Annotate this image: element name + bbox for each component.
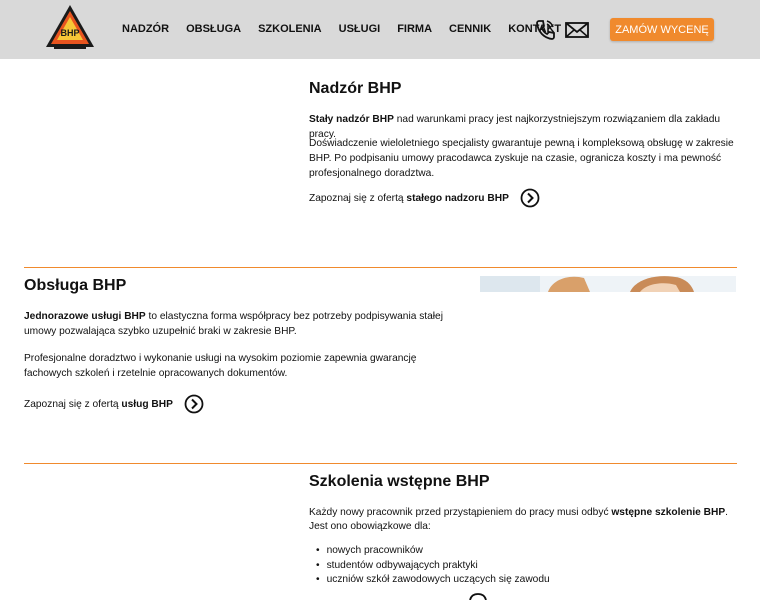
section-divider: [24, 463, 737, 464]
consultant-photo: [480, 276, 736, 292]
bhp-logo-icon[interactable]: [44, 3, 96, 50]
nav-item-nadzor[interactable]: NADZÓR: [122, 23, 170, 35]
logo-text: BHP: [60, 28, 80, 38]
mail-icon[interactable]: [565, 22, 589, 38]
obsluga-title: Obsługa BHP: [24, 277, 127, 294]
chevron-right-circle-icon[interactable]: [184, 394, 204, 414]
nadzor-offer-prefix: Zapoznaj się z ofertą: [309, 192, 404, 204]
szkolenia-intro-prefix: Każdy nowy pracownik przed przystąpieniem do pracy musi odbyć: [309, 507, 612, 518]
nadzor-intro-rest: nad warunkami pracy jest najkorzystniejszym rozwiązaniem dla zakładu pracy.: [309, 114, 721, 140]
main-nav: [122, 23, 561, 35]
nadzor-title: Nadzór BHP: [309, 80, 402, 97]
obsluga-description: Profesjonalne doradztwo i wykonanie usługi na wysokim poziomie zapewnia gwarancję fachowych szkoleń i rzetelnie opracowanych dokumentów.: [24, 353, 417, 379]
nav-item-szkolenia[interactable]: SZKOLENIA: [258, 23, 322, 35]
nadzor-description: Doświadczenie wieloletniego specjalisty gwarantuje pewną i kompleksową obsługę w zakresie BHP. Po podpisaniu umowy pracodawca zyskuje na czasie, ogranicza koszty i ma pewność profesjonalnego doradztwa.: [309, 138, 734, 179]
nav-item-uslugi[interactable]: USŁUGI: [338, 23, 381, 35]
list-item: • uczniów szkół zawodowych uczących się zawodu: [316, 573, 550, 588]
obsluga-offer-bold: usług BHP: [121, 398, 173, 410]
szkolenia-intro-bold: wstępne szkolenie BHP: [611, 507, 726, 518]
obsluga-intro: [24, 309, 454, 339]
phone-icon[interactable]: [535, 19, 555, 41]
chevron-right-circle-icon[interactable]: [520, 188, 540, 208]
nav-item-firma[interactable]: FIRMA: [397, 23, 433, 35]
nav-item-cennik[interactable]: CENNIK: [449, 23, 492, 35]
section-divider: [24, 267, 737, 268]
obsluga-offer-link[interactable]: [24, 394, 204, 414]
obsluga-offer-prefix: Zapoznaj się z ofertą: [24, 398, 119, 410]
nadzor-offer-link[interactable]: [309, 188, 540, 208]
szkolenia-obligation: Jest ono obowiązkowe dla:: [309, 521, 431, 532]
szkolenia-list: [316, 544, 550, 588]
list-item: • studentów odbywających praktyki: [316, 559, 550, 574]
szkolenia-intro: [309, 505, 739, 520]
obsluga-intro-bold: Jednorazowe usługi BHP: [24, 311, 146, 322]
szkolenia-intro-rest: .: [725, 507, 729, 518]
nav-item-obsluga[interactable]: OBSŁUGA: [186, 23, 242, 35]
nav-item-kontakt[interactable]: KONTAKT: [508, 23, 562, 35]
list-item: • nowych pracowników: [316, 544, 550, 559]
nadzor-intro-bold: Stały nadzór BHP: [309, 114, 394, 125]
site-header: [0, 0, 760, 59]
nadzor-offer-bold: stałego nadzoru BHP: [406, 192, 509, 204]
szkolenia-title: Szkolenia wstępne BHP: [309, 473, 490, 490]
obsluga-intro-rest: to elastyczna forma współpracy bez potrzeby podpisywania stałej umowy pozwalająca szybko uzupełnić braki w zakresie BHP.: [24, 311, 443, 337]
chevron-right-circle-icon[interactable]: [468, 593, 488, 600]
order-quote-button[interactable]: ZAMÓW WYCENĘ: [610, 18, 714, 41]
